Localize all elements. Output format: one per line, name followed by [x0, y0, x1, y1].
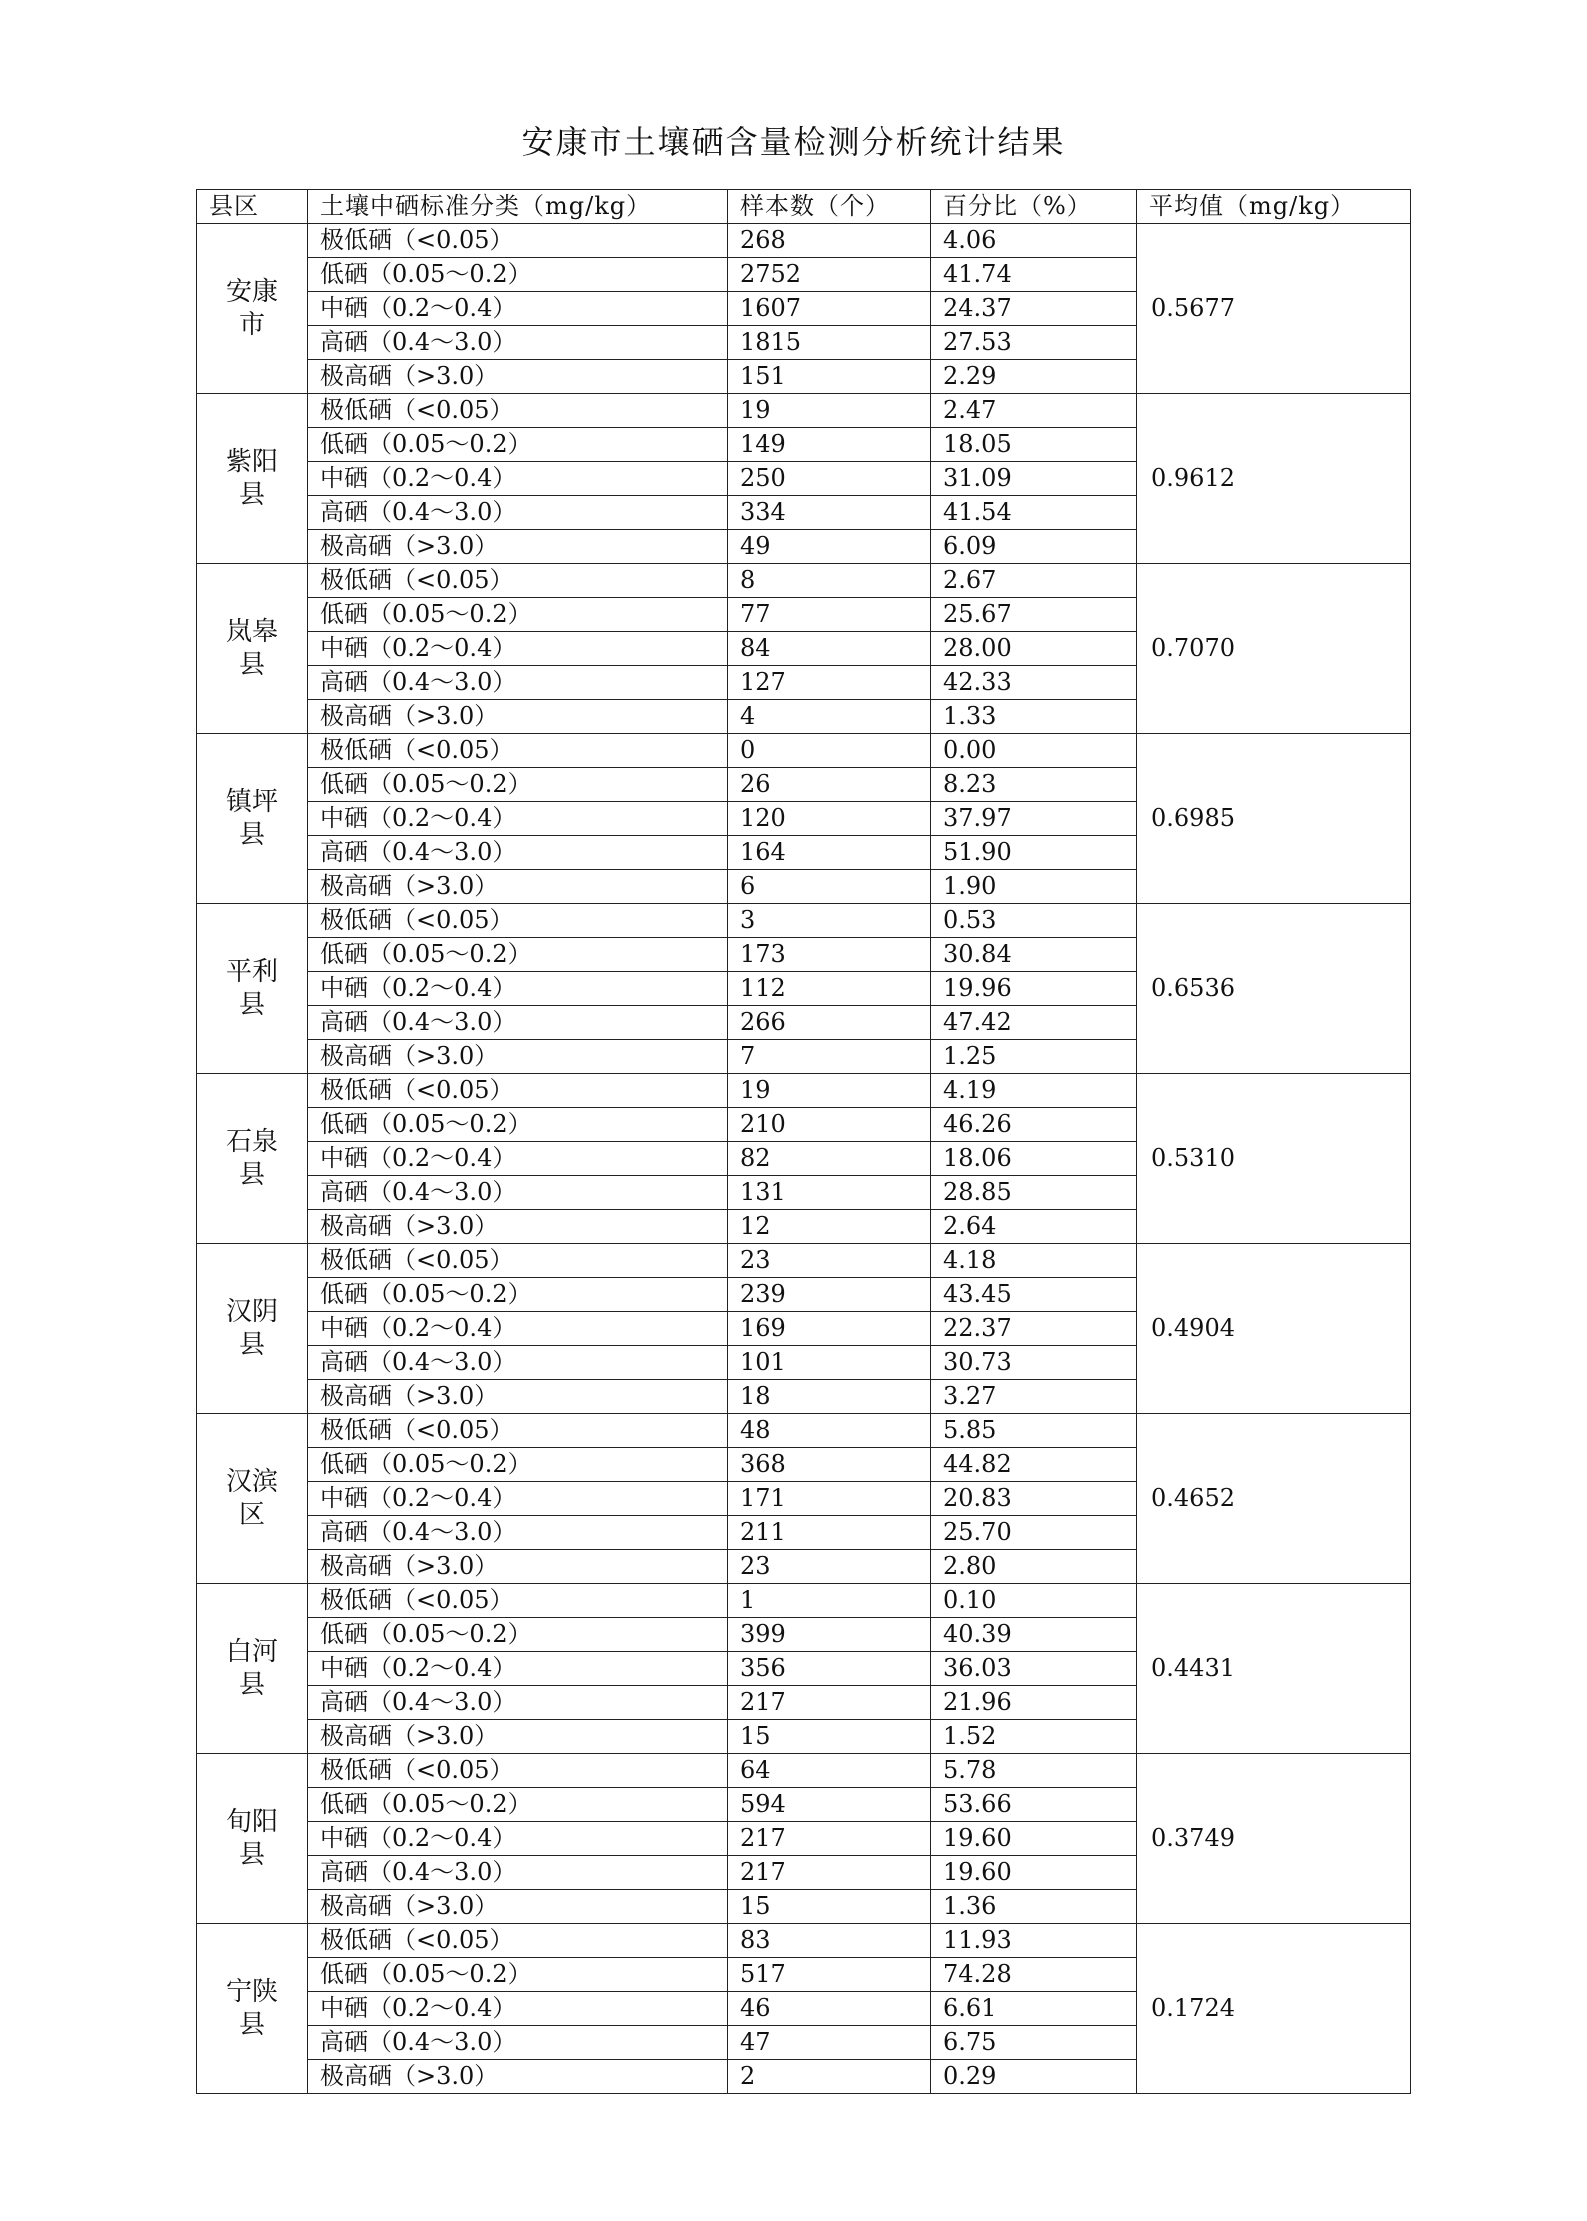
sample-count-cell: 171 [728, 1482, 931, 1516]
classification-cell: 高硒（0.4～3.0） [308, 666, 728, 700]
percentage-cell: 28.00 [931, 632, 1137, 666]
average-cell: 0.6536 [1137, 904, 1411, 1074]
classification-cell: 极低硒（<0.05） [308, 1924, 728, 1958]
classification-cell: 高硒（0.4～3.0） [308, 1516, 728, 1550]
classification-cell: 中硒（0.2～0.4） [308, 1142, 728, 1176]
sample-count-cell: 399 [728, 1618, 931, 1652]
average-cell: 0.3749 [1137, 1754, 1411, 1924]
sample-count-cell: 48 [728, 1414, 931, 1448]
percentage-cell: 24.37 [931, 292, 1137, 326]
classification-cell: 高硒（0.4～3.0） [308, 2026, 728, 2060]
classification-cell: 极高硒（>3.0） [308, 530, 728, 564]
sample-count-cell: 120 [728, 802, 931, 836]
classification-cell: 高硒（0.4～3.0） [308, 326, 728, 360]
county-cell [197, 1244, 308, 1414]
sample-count-cell: 1 [728, 1584, 931, 1618]
classification-cell: 极高硒（>3.0） [308, 1550, 728, 1584]
classification-cell: 极高硒（>3.0） [308, 1890, 728, 1924]
county-cell [197, 1754, 308, 1924]
classification-cell: 极低硒（<0.05） [308, 1414, 728, 1448]
sample-count-cell: 356 [728, 1652, 931, 1686]
county-cell [197, 564, 308, 734]
county-cell [197, 1074, 308, 1244]
sample-count-cell: 64 [728, 1754, 931, 1788]
percentage-cell: 30.73 [931, 1346, 1137, 1380]
table-header-row [197, 190, 1411, 224]
table-row [197, 1754, 1411, 1788]
classification-cell: 高硒（0.4～3.0） [308, 836, 728, 870]
percentage-cell: 36.03 [931, 1652, 1137, 1686]
classification-cell: 低硒（0.05～0.2） [308, 428, 728, 462]
sample-count-cell: 217 [728, 1822, 931, 1856]
classification-cell: 极高硒（>3.0） [308, 2060, 728, 2094]
table-row [197, 224, 1411, 258]
sample-count-cell: 46 [728, 1992, 931, 2026]
classification-cell: 极高硒（>3.0） [308, 1380, 728, 1414]
percentage-cell: 11.93 [931, 1924, 1137, 1958]
percentage-cell: 19.60 [931, 1822, 1137, 1856]
sample-count-cell: 169 [728, 1312, 931, 1346]
sample-count-cell: 6 [728, 870, 931, 904]
sample-count-cell: 1607 [728, 292, 931, 326]
table-row [197, 1414, 1411, 1448]
sample-count-cell: 19 [728, 394, 931, 428]
average-cell: 0.5677 [1137, 224, 1411, 394]
county-name: 石泉县 [225, 1126, 278, 1190]
county-name: 镇坪县 [225, 786, 278, 850]
percentage-cell: 41.74 [931, 258, 1137, 292]
county-cell [197, 224, 308, 394]
sample-count-cell: 2 [728, 2060, 931, 2094]
classification-cell: 中硒（0.2～0.4） [308, 292, 728, 326]
header-average: 平均值（mg/kg） [1137, 190, 1411, 224]
sample-count-cell: 0 [728, 734, 931, 768]
percentage-cell: 19.60 [931, 1856, 1137, 1890]
percentage-cell: 19.96 [931, 972, 1137, 1006]
classification-cell: 极低硒（<0.05） [308, 564, 728, 598]
table-row [197, 1244, 1411, 1278]
percentage-cell: 1.36 [931, 1890, 1137, 1924]
sample-count-cell: 268 [728, 224, 931, 258]
classification-cell: 高硒（0.4～3.0） [308, 1686, 728, 1720]
classification-cell: 高硒（0.4～3.0） [308, 1346, 728, 1380]
classification-cell: 中硒（0.2～0.4） [308, 632, 728, 666]
selenium-stats-table [196, 189, 1411, 2094]
classification-cell: 极高硒（>3.0） [308, 1720, 728, 1754]
county-cell [197, 1414, 308, 1584]
sample-count-cell: 47 [728, 2026, 931, 2060]
percentage-cell: 2.64 [931, 1210, 1137, 1244]
average-cell: 0.5310 [1137, 1074, 1411, 1244]
classification-cell: 极低硒（<0.05） [308, 1244, 728, 1278]
percentage-cell: 74.28 [931, 1958, 1137, 1992]
classification-cell: 低硒（0.05～0.2） [308, 1108, 728, 1142]
sample-count-cell: 517 [728, 1958, 931, 1992]
classification-cell: 高硒（0.4～3.0） [308, 1856, 728, 1890]
average-cell: 0.9612 [1137, 394, 1411, 564]
classification-cell: 极低硒（<0.05） [308, 394, 728, 428]
sample-count-cell: 266 [728, 1006, 931, 1040]
classification-cell: 低硒（0.05～0.2） [308, 1618, 728, 1652]
county-cell [197, 1584, 308, 1754]
classification-cell: 低硒（0.05～0.2） [308, 1278, 728, 1312]
percentage-cell: 6.09 [931, 530, 1137, 564]
header-percentage: 百分比（%） [931, 190, 1137, 224]
percentage-cell: 51.90 [931, 836, 1137, 870]
table-row [197, 904, 1411, 938]
sample-count-cell: 82 [728, 1142, 931, 1176]
sample-count-cell: 18 [728, 1380, 931, 1414]
classification-cell: 中硒（0.2～0.4） [308, 972, 728, 1006]
percentage-cell: 2.67 [931, 564, 1137, 598]
sample-count-cell: 211 [728, 1516, 931, 1550]
classification-cell: 低硒（0.05～0.2） [308, 598, 728, 632]
classification-cell: 极低硒（<0.05） [308, 1584, 728, 1618]
percentage-cell: 1.90 [931, 870, 1137, 904]
sample-count-cell: 210 [728, 1108, 931, 1142]
sample-count-cell: 239 [728, 1278, 931, 1312]
average-cell: 0.4904 [1137, 1244, 1411, 1414]
percentage-cell: 5.78 [931, 1754, 1137, 1788]
classification-cell: 低硒（0.05～0.2） [308, 1448, 728, 1482]
county-cell [197, 734, 308, 904]
percentage-cell: 25.70 [931, 1516, 1137, 1550]
table-row [197, 394, 1411, 428]
percentage-cell: 4.18 [931, 1244, 1137, 1278]
percentage-cell: 42.33 [931, 666, 1137, 700]
classification-cell: 低硒（0.05～0.2） [308, 1788, 728, 1822]
percentage-cell: 27.53 [931, 326, 1137, 360]
classification-cell: 极低硒（<0.05） [308, 1754, 728, 1788]
classification-cell: 极高硒（>3.0） [308, 1040, 728, 1074]
sample-count-cell: 7 [728, 1040, 931, 1074]
classification-cell: 中硒（0.2～0.4） [308, 1312, 728, 1346]
percentage-cell: 0.53 [931, 904, 1137, 938]
sample-count-cell: 4 [728, 700, 931, 734]
classification-cell: 极低硒（<0.05） [308, 734, 728, 768]
average-cell: 0.7070 [1137, 564, 1411, 734]
county-name: 旬阳县 [225, 1806, 278, 1870]
header-county: 县区 [197, 190, 308, 224]
classification-cell: 低硒（0.05～0.2） [308, 258, 728, 292]
percentage-cell: 0.10 [931, 1584, 1137, 1618]
county-name: 汉滨区 [225, 1466, 278, 1530]
percentage-cell: 1.33 [931, 700, 1137, 734]
sample-count-cell: 2752 [728, 258, 931, 292]
percentage-cell: 3.27 [931, 1380, 1137, 1414]
classification-cell: 中硒（0.2～0.4） [308, 1652, 728, 1686]
classification-cell: 中硒（0.2～0.4） [308, 1482, 728, 1516]
percentage-cell: 44.82 [931, 1448, 1137, 1482]
percentage-cell: 1.25 [931, 1040, 1137, 1074]
county-name: 宁陕县 [225, 1976, 278, 2040]
page-title: 安康市土壤硒含量检测分析统计结果 [521, 123, 1066, 161]
classification-cell: 极低硒（<0.05） [308, 904, 728, 938]
classification-cell: 中硒（0.2～0.4） [308, 462, 728, 496]
sample-count-cell: 594 [728, 1788, 931, 1822]
average-cell: 0.4431 [1137, 1584, 1411, 1754]
percentage-cell: 4.19 [931, 1074, 1137, 1108]
percentage-cell: 1.52 [931, 1720, 1137, 1754]
sample-count-cell: 127 [728, 666, 931, 700]
classification-cell: 极高硒（>3.0） [308, 360, 728, 394]
county-cell [197, 904, 308, 1074]
table-body [197, 224, 1411, 2094]
county-name: 安康市 [225, 276, 278, 340]
percentage-cell: 18.05 [931, 428, 1137, 462]
county-cell [197, 394, 308, 564]
percentage-cell: 25.67 [931, 598, 1137, 632]
table-row [197, 1924, 1411, 1958]
sample-count-cell: 151 [728, 360, 931, 394]
sample-count-cell: 164 [728, 836, 931, 870]
table-row [197, 734, 1411, 768]
classification-cell: 高硒（0.4～3.0） [308, 496, 728, 530]
county-name: 白河县 [225, 1636, 278, 1700]
header-classification: 土壤中硒标准分类（mg/kg） [308, 190, 728, 224]
classification-cell: 中硒（0.2～0.4） [308, 802, 728, 836]
sample-count-cell: 1815 [728, 326, 931, 360]
sample-count-cell: 250 [728, 462, 931, 496]
county-name: 平利县 [225, 956, 278, 1020]
sample-count-cell: 8 [728, 564, 931, 598]
county-name: 岚皋县 [225, 616, 278, 680]
average-cell: 0.6985 [1137, 734, 1411, 904]
percentage-cell: 46.26 [931, 1108, 1137, 1142]
average-cell: 0.4652 [1137, 1414, 1411, 1584]
percentage-cell: 18.06 [931, 1142, 1137, 1176]
sample-count-cell: 77 [728, 598, 931, 632]
percentage-cell: 21.96 [931, 1686, 1137, 1720]
percentage-cell: 53.66 [931, 1788, 1137, 1822]
percentage-cell: 8.23 [931, 768, 1137, 802]
percentage-cell: 5.85 [931, 1414, 1137, 1448]
sample-count-cell: 83 [728, 1924, 931, 1958]
classification-cell: 低硒（0.05～0.2） [308, 1958, 728, 1992]
county-name: 汉阴县 [225, 1296, 278, 1360]
classification-cell: 极低硒（<0.05） [308, 224, 728, 258]
percentage-cell: 6.61 [931, 1992, 1137, 2026]
sample-count-cell: 15 [728, 1720, 931, 1754]
percentage-cell: 43.45 [931, 1278, 1137, 1312]
percentage-cell: 0.29 [931, 2060, 1137, 2094]
classification-cell: 极高硒（>3.0） [308, 700, 728, 734]
table-row [197, 1074, 1411, 1108]
sample-count-cell: 101 [728, 1346, 931, 1380]
classification-cell: 低硒（0.05～0.2） [308, 938, 728, 972]
percentage-cell: 20.83 [931, 1482, 1137, 1516]
table-row [197, 1584, 1411, 1618]
percentage-cell: 31.09 [931, 462, 1137, 496]
classification-cell: 高硒（0.4～3.0） [308, 1176, 728, 1210]
percentage-cell: 47.42 [931, 1006, 1137, 1040]
county-name: 紫阳县 [225, 446, 278, 510]
percentage-cell: 37.97 [931, 802, 1137, 836]
percentage-cell: 30.84 [931, 938, 1137, 972]
percentage-cell: 41.54 [931, 496, 1137, 530]
sample-count-cell: 149 [728, 428, 931, 462]
percentage-cell: 0.00 [931, 734, 1137, 768]
classification-cell: 极高硒（>3.0） [308, 870, 728, 904]
classification-cell: 中硒（0.2～0.4） [308, 1822, 728, 1856]
sample-count-cell: 217 [728, 1856, 931, 1890]
table-row [197, 564, 1411, 598]
percentage-cell: 40.39 [931, 1618, 1137, 1652]
county-cell [197, 1924, 308, 2094]
sample-count-cell: 112 [728, 972, 931, 1006]
header-sample-count: 样本数（个） [728, 190, 931, 224]
sample-count-cell: 84 [728, 632, 931, 666]
sample-count-cell: 3 [728, 904, 931, 938]
average-cell: 0.1724 [1137, 1924, 1411, 2094]
percentage-cell: 22.37 [931, 1312, 1137, 1346]
sample-count-cell: 19 [728, 1074, 931, 1108]
percentage-cell: 2.29 [931, 360, 1137, 394]
sample-count-cell: 23 [728, 1550, 931, 1584]
sample-count-cell: 334 [728, 496, 931, 530]
percentage-cell: 6.75 [931, 2026, 1137, 2060]
percentage-cell: 2.47 [931, 394, 1137, 428]
classification-cell: 极低硒（<0.05） [308, 1074, 728, 1108]
percentage-cell: 2.80 [931, 1550, 1137, 1584]
classification-cell: 高硒（0.4～3.0） [308, 1006, 728, 1040]
sample-count-cell: 131 [728, 1176, 931, 1210]
sample-count-cell: 26 [728, 768, 931, 802]
classification-cell: 低硒（0.05～0.2） [308, 768, 728, 802]
percentage-cell: 4.06 [931, 224, 1137, 258]
percentage-cell: 28.85 [931, 1176, 1137, 1210]
sample-count-cell: 217 [728, 1686, 931, 1720]
sample-count-cell: 15 [728, 1890, 931, 1924]
sample-count-cell: 23 [728, 1244, 931, 1278]
sample-count-cell: 49 [728, 530, 931, 564]
classification-cell: 极高硒（>3.0） [308, 1210, 728, 1244]
sample-count-cell: 368 [728, 1448, 931, 1482]
sample-count-cell: 12 [728, 1210, 931, 1244]
sample-count-cell: 173 [728, 938, 931, 972]
classification-cell: 中硒（0.2～0.4） [308, 1992, 728, 2026]
